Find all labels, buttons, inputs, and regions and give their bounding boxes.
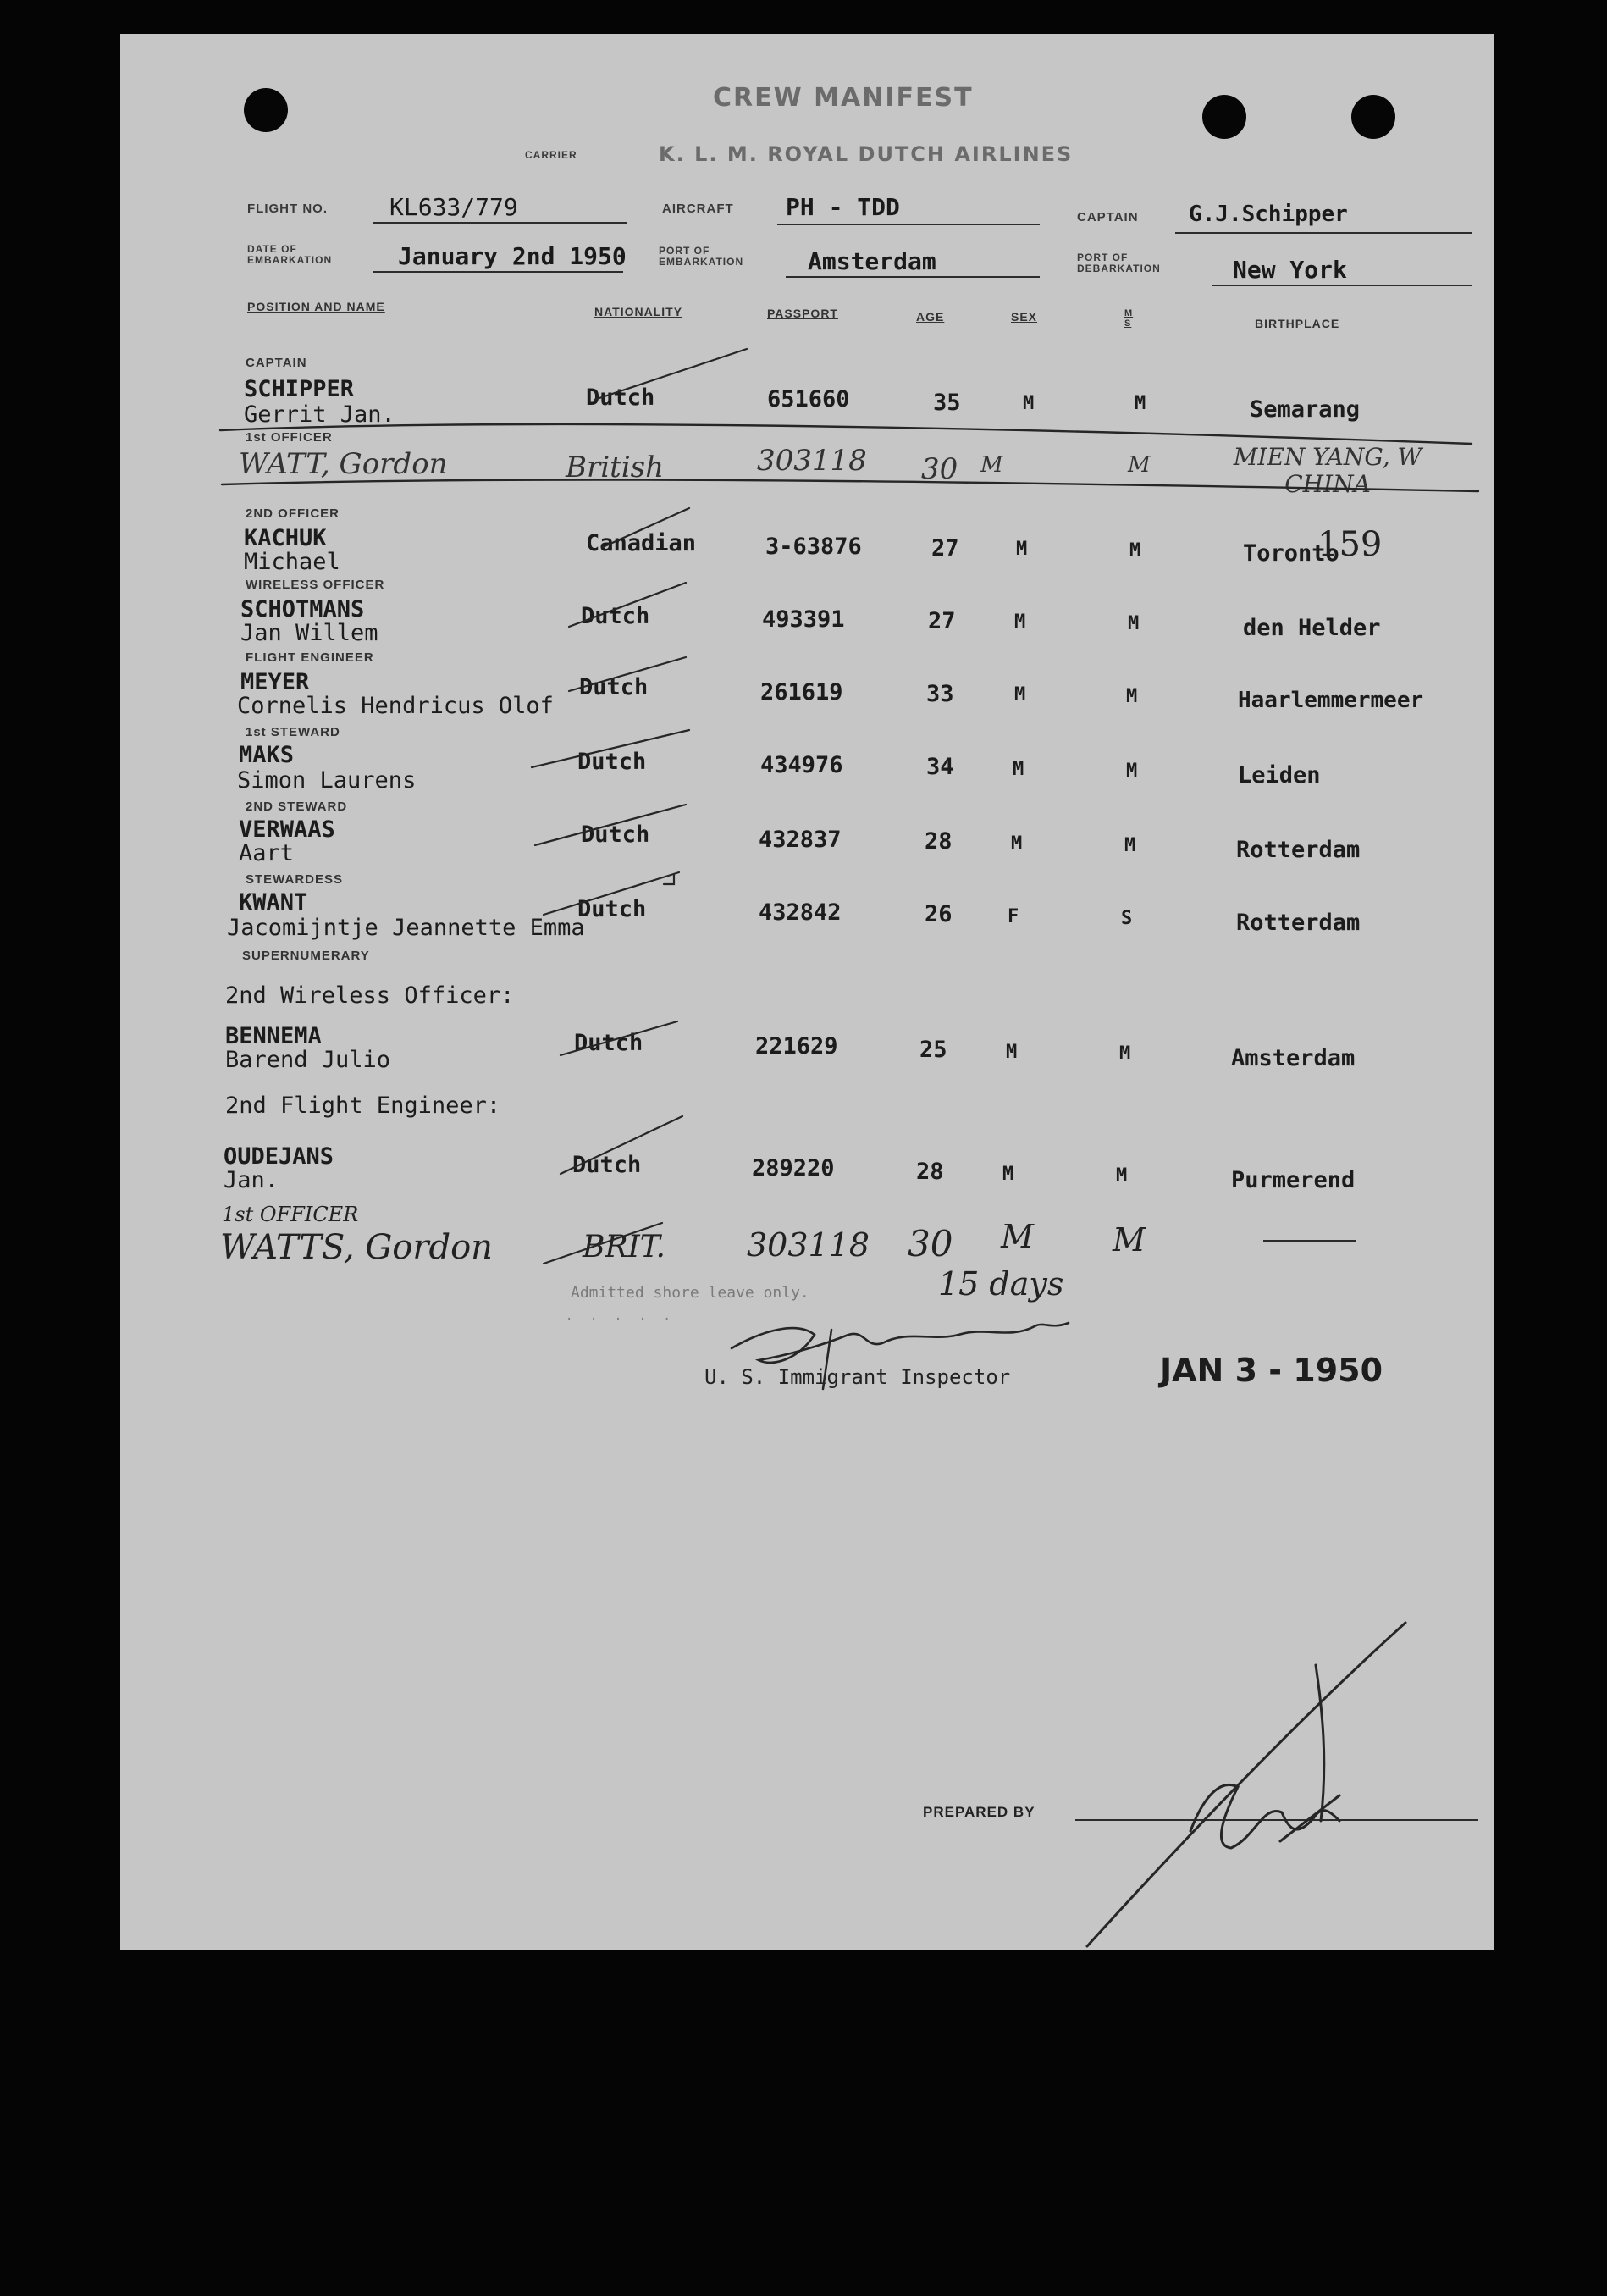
struck-nationality: British bbox=[566, 451, 664, 484]
crew-age: 26 bbox=[925, 901, 953, 927]
crew-given-name: Jan Willem bbox=[240, 620, 378, 646]
flight-number: KL633/779 bbox=[389, 193, 518, 221]
crew-passport: 221629 bbox=[755, 1033, 838, 1059]
col-ms-header: M S bbox=[1124, 308, 1134, 329]
crew-age: 34 bbox=[926, 754, 954, 780]
crew-sex: M bbox=[1014, 611, 1026, 633]
crew-surname: BENNEMA bbox=[225, 1023, 322, 1049]
crew-passport: 432842 bbox=[759, 899, 842, 926]
handwritten-passport: 303118 bbox=[747, 1226, 870, 1264]
crew-birthplace: den Helder bbox=[1243, 615, 1381, 641]
crew-birthplace: Haarlemmermeer bbox=[1238, 688, 1424, 713]
crew-sex: M bbox=[1016, 539, 1028, 560]
crew-birthplace: Rotterdam bbox=[1236, 837, 1361, 863]
supernumerary-heading: 2nd Wireless Officer: bbox=[225, 982, 515, 1009]
struck-passport: 303118 bbox=[757, 444, 867, 478]
crew-birthplace: Rotterdam bbox=[1236, 910, 1361, 936]
port-of-debarkation: New York bbox=[1233, 256, 1347, 284]
port-deb-label: PORT OF DEBARKATION bbox=[1077, 252, 1161, 274]
handwritten-marital: M bbox=[1113, 1221, 1146, 1259]
date-label: DATE OF EMBARKATION bbox=[247, 243, 333, 266]
col-sex-header: SEX bbox=[1011, 310, 1038, 324]
crew-surname: KWANT bbox=[239, 889, 308, 916]
crew-role: STEWARDESS bbox=[246, 872, 344, 887]
crew-birthplace: Semarang bbox=[1250, 396, 1361, 423]
crew-given-name: Michael bbox=[244, 549, 340, 575]
crew-surname: KACHUK bbox=[244, 525, 327, 551]
admission-stamp: Admitted shore leave only. bbox=[571, 1284, 809, 1302]
crew-role: 1st STEWARD bbox=[246, 725, 340, 739]
struck-marital: M bbox=[1128, 452, 1151, 478]
supernumerary-heading: 2nd Flight Engineer: bbox=[225, 1093, 501, 1119]
handwritten-nationality: BRIT. bbox=[583, 1230, 665, 1264]
col-age-header: AGE bbox=[916, 310, 945, 324]
crew-marital: M bbox=[1119, 1043, 1131, 1065]
struck-role: 1st OFFICER bbox=[246, 430, 333, 445]
prepared-by-label: PREPARED BY bbox=[923, 1804, 1035, 1820]
crew-surname: MEYER bbox=[240, 669, 310, 695]
crew-role: 2ND STEWARD bbox=[246, 799, 348, 814]
crew-passport: 3-63876 bbox=[765, 534, 862, 560]
crew-age: 27 bbox=[928, 608, 956, 634]
crew-role: WIRELESS OFFICER bbox=[246, 578, 385, 592]
struck-age: 30 bbox=[921, 452, 958, 486]
crew-marital: M bbox=[1126, 686, 1138, 707]
col-birthplace-header: BIRTHPLACE bbox=[1255, 317, 1340, 330]
crew-passport: 434976 bbox=[760, 752, 843, 778]
crew-passport: 432837 bbox=[759, 827, 842, 853]
struck-name: WATT, Gordon bbox=[239, 447, 448, 481]
struck-sex: M bbox=[980, 452, 1003, 478]
page-number: 159 bbox=[1317, 525, 1383, 564]
crew-age: 27 bbox=[931, 535, 959, 562]
crew-age: 33 bbox=[926, 681, 954, 707]
port-of-embarkation: Amsterdam bbox=[808, 247, 936, 275]
crew-sex: F bbox=[1008, 906, 1019, 927]
carrier-name: K. L. M. ROYAL DUTCH AIRLINES bbox=[659, 142, 1074, 166]
col-nationality-header: NATIONALITY bbox=[594, 305, 683, 318]
admission-days: 15 days bbox=[938, 1265, 1064, 1303]
crew-sex: M bbox=[1014, 684, 1026, 705]
crew-role: FLIGHT ENGINEER bbox=[246, 650, 374, 665]
crew-surname: OUDEJANS bbox=[224, 1143, 334, 1170]
pen-strokes bbox=[120, 34, 1494, 1950]
handwritten-age: 30 bbox=[908, 1223, 953, 1264]
crew-birthplace: Toronto bbox=[1243, 540, 1339, 567]
flight-label: FLIGHT NO. bbox=[247, 202, 328, 216]
crew-marital: M bbox=[1128, 613, 1140, 634]
captain-name: G.J.Schipper bbox=[1189, 202, 1348, 227]
crew-given-name: Jacomijntje Jeannette Emma bbox=[227, 915, 585, 941]
crew-age: 28 bbox=[916, 1159, 944, 1185]
crew-nationality: Dutch bbox=[579, 674, 649, 700]
carrier-label: CARRIER bbox=[525, 149, 577, 161]
col-name-header: POSITION AND NAME bbox=[247, 300, 385, 313]
crew-surname: VERWAAS bbox=[239, 816, 335, 843]
crew-sex: M bbox=[1002, 1164, 1014, 1185]
crew-given-name: Barend Julio bbox=[225, 1047, 391, 1073]
aircraft-label: AIRCRAFT bbox=[662, 202, 734, 216]
handwritten-name: WATTS, Gordon bbox=[220, 1228, 493, 1267]
crew-given-name: Jan. bbox=[224, 1167, 279, 1193]
crew-role: CAPTAIN bbox=[246, 356, 307, 370]
crew-sex: M bbox=[1023, 393, 1035, 414]
crew-sex: M bbox=[1006, 1042, 1018, 1063]
crew-sex: M bbox=[1013, 759, 1024, 780]
handwritten-sex: M bbox=[1001, 1218, 1034, 1255]
crew-marital: M bbox=[1126, 761, 1138, 782]
struck-birthplace: MIEN YANG, W CHINA bbox=[1233, 443, 1422, 498]
crew-marital: S bbox=[1121, 908, 1133, 929]
col-passport-header: PASSPORT bbox=[767, 307, 838, 320]
crew-nationality: Dutch bbox=[586, 385, 655, 411]
crew-nationality: Dutch bbox=[572, 1152, 642, 1178]
crew-passport: 289220 bbox=[752, 1155, 835, 1181]
crew-nationality: Dutch bbox=[577, 749, 647, 775]
crew-marital: M bbox=[1124, 835, 1136, 856]
crew-given-name: Simon Laurens bbox=[237, 767, 417, 794]
crew-passport: 261619 bbox=[760, 679, 843, 705]
handwritten-role: 1st OFFICER bbox=[222, 1203, 359, 1226]
crew-nationality: Dutch bbox=[581, 822, 650, 848]
crew-age: 35 bbox=[933, 390, 961, 416]
crew-age: 25 bbox=[919, 1037, 947, 1063]
crew-sex: M bbox=[1011, 833, 1023, 855]
crew-nationality: Canadian bbox=[586, 530, 697, 556]
embarkation-date: January 2nd 1950 bbox=[398, 242, 627, 270]
crew-given-name: Gerrit Jan. bbox=[244, 401, 395, 428]
crew-age: 28 bbox=[925, 828, 953, 855]
aircraft-reg: PH - TDD bbox=[786, 193, 900, 221]
crew-given-name: Cornelis Hendricus Olof bbox=[237, 693, 554, 719]
crew-surname: SCHIPPER bbox=[244, 376, 355, 402]
crew-nationality: Dutch bbox=[574, 1030, 643, 1056]
supernumerary-label: SUPERNUMERARY bbox=[242, 949, 370, 963]
crew-birthplace: Amsterdam bbox=[1231, 1045, 1356, 1071]
crew-given-name: Aart bbox=[239, 840, 295, 866]
crew-marital: M bbox=[1129, 540, 1141, 562]
crew-passport: 651660 bbox=[767, 386, 850, 412]
crew-marital: M bbox=[1135, 393, 1146, 414]
port-emb-label: PORT OF EMBARKATION bbox=[659, 245, 744, 268]
crew-nationality: Dutch bbox=[581, 603, 650, 629]
stamp-dots: · · · · · bbox=[566, 1313, 676, 1326]
document-title: CREW MANIFEST bbox=[713, 83, 974, 113]
crew-role: 2ND OFFICER bbox=[246, 506, 340, 521]
captain-label: CAPTAIN bbox=[1077, 210, 1139, 224]
inspector-label: U. S. Immigrant Inspector bbox=[704, 1365, 1011, 1389]
crew-surname: MAKS bbox=[239, 742, 295, 768]
crew-passport: 493391 bbox=[762, 606, 845, 633]
crew-nationality: Dutch bbox=[577, 896, 647, 922]
crew-birthplace: Purmerend bbox=[1231, 1167, 1356, 1193]
crew-marital: M bbox=[1116, 1165, 1128, 1187]
manifest-page bbox=[120, 34, 1494, 1950]
inspection-date-stamp: JAN 3 - 1950 bbox=[1160, 1352, 1383, 1389]
crew-birthplace: Leiden bbox=[1238, 762, 1321, 788]
crew-surname: SCHOTMANS bbox=[240, 596, 365, 622]
